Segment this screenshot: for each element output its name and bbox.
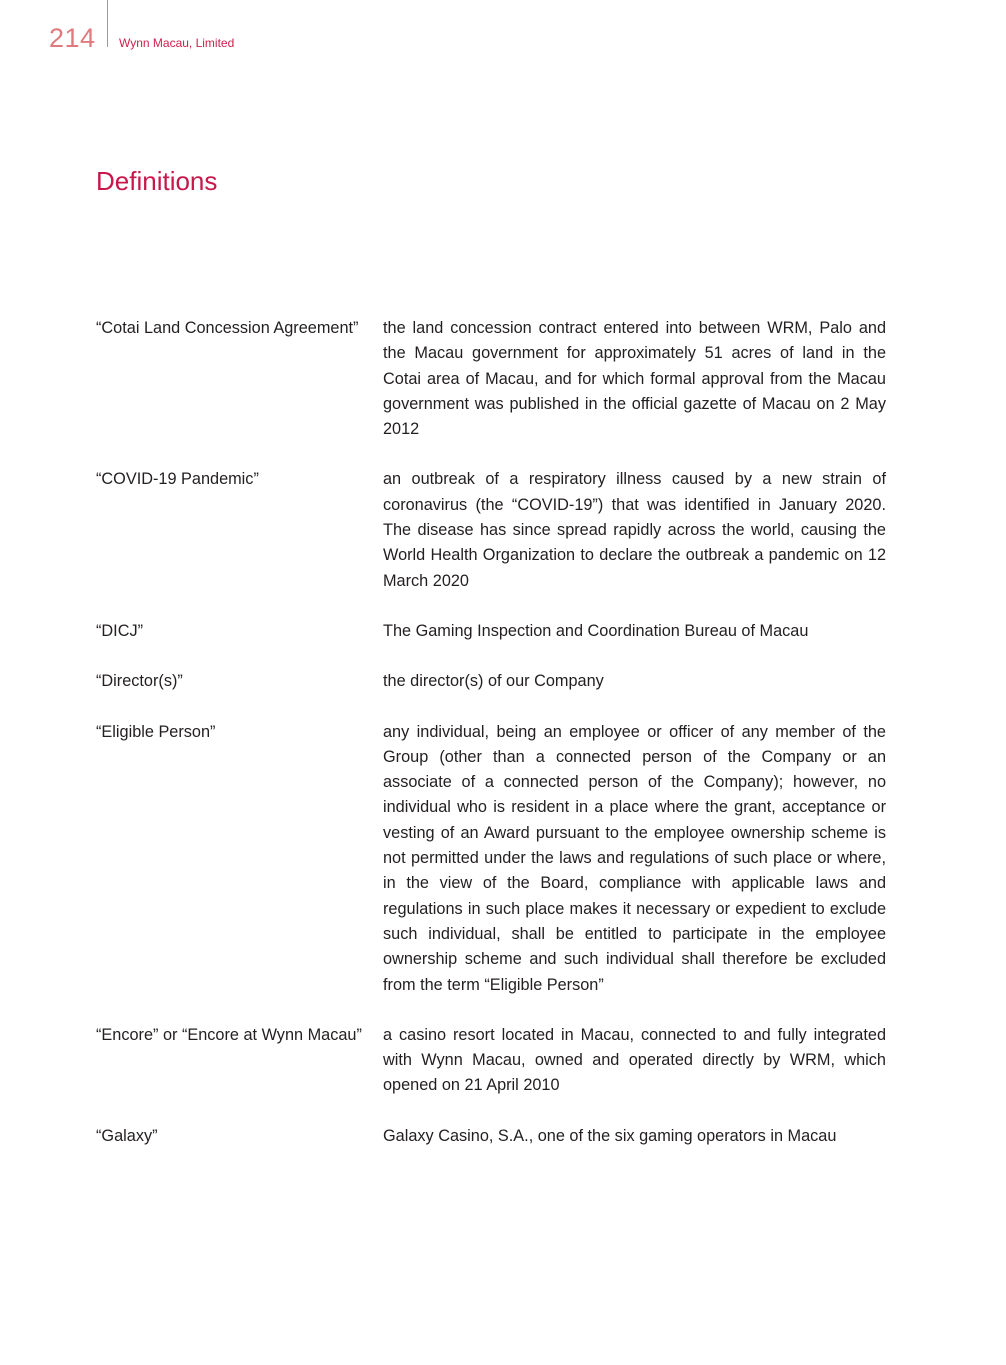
definition-row — [96, 1124, 886, 1149]
definition-text: any individual, being an employee or officer of any member of the Group (other than a connected person of the Company or an associate of a connected person of the Company); however, no individual who is resident in a place where the grant, acceptance or vesting of an Award pursuant to the employee ownership scheme is not permitted under the laws and regulations of such place or where, in the view of the Board, compliance with applicable laws and regulations in such place makes it necessary or expedient to exclude such individual, shall be entitled to participate in the employee ownership scheme and such individual shall therefore be excluded from the term “Eligible Person” — [383, 722, 886, 994]
section-title: Definitions — [96, 166, 218, 196]
definition-row — [96, 467, 886, 593]
definition-term: “Eligible Person” — [96, 722, 216, 741]
definition-text: The Gaming Inspection and Coordination Bureau of Macau — [383, 621, 809, 640]
definition-row — [96, 669, 886, 694]
definition-row — [96, 316, 886, 442]
definition-row — [96, 720, 886, 998]
definition-text: the land concession contract entered into between WRM, Palo and the Macau government for approximately 51 acres of land in the Cotai area of Macau, and for which formal approval from the Macau government was published in the official gazette of Macau on 2 May 2012 — [383, 319, 886, 439]
definition-row — [96, 1023, 886, 1099]
definition-text: Galaxy Casino, S.A., one of the six gaming operators in Macau — [383, 1126, 837, 1145]
definition-term: “Galaxy” — [96, 1126, 158, 1145]
page-header — [0, 0, 1006, 60]
definition-term: “Cotai Land Concession Agreement” — [96, 319, 359, 337]
definition-term: “DICJ” — [96, 621, 144, 640]
company-name: Wynn Macau, Limited — [119, 36, 235, 50]
definition-text: the director(s) of our Company — [383, 672, 604, 691]
definition-term: “COVID-19 Pandemic” — [96, 470, 259, 489]
definition-row — [96, 619, 886, 644]
definition-term: “Encore” or “Encore at Wynn Macau” — [96, 1025, 362, 1044]
definition-text: a casino resort located in Macau, connected to and fully integrated with Wynn Macau, owned and operated directly by WRM, which opened on 21 April 2010 — [383, 1025, 886, 1095]
definition-term: “Director(s)” — [96, 672, 183, 691]
page-number: 214 — [49, 23, 96, 53]
definition-text: an outbreak of a respiratory illness caused by a new strain of coronavirus (the “COVID-19”) that was identified in January 2020. The disease has since spread rapidly across the world, causing the World Health Organization to declare the outbreak a pandemic on 12 March 2020 — [383, 470, 886, 590]
header-divider — [107, 0, 108, 47]
definitions-list — [96, 316, 886, 1174]
